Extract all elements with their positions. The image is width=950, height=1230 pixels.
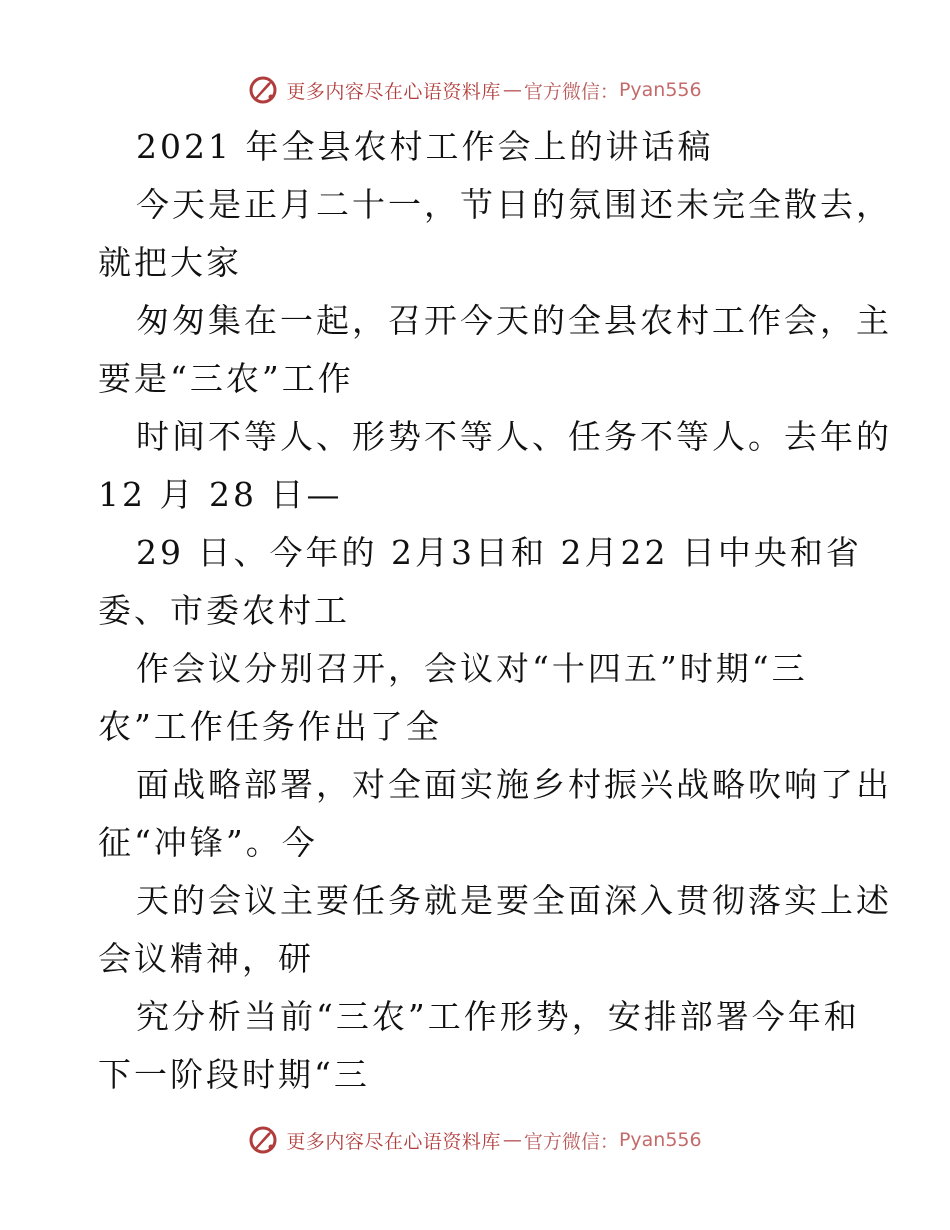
watermark-text: 更多内容尽在心语资料库	[286, 80, 501, 103]
paragraph-line: 农”工作任务作出了全	[98, 707, 442, 746]
paragraph-line: 作会议分别召开，会议对“十四五”时期“三	[136, 649, 808, 688]
paragraph-line: 征“冲锋”。今	[98, 823, 318, 862]
watermark-text: 更多内容尽在心语资料库	[286, 1130, 501, 1153]
header-watermark	[0, 70, 950, 110]
paragraph-line: 面战略部署，对全面实施乡村振兴战略吹响了出	[136, 765, 892, 804]
paragraph-line: 要是“三农”工作	[98, 359, 354, 398]
quill-pen-icon	[248, 1125, 278, 1155]
paragraph-line: 究分析当前“三农”工作形势，安排部署今年和	[136, 997, 860, 1036]
paragraph-line: 29 日、今年的 2月3日和 2月22 日中央和省	[136, 533, 862, 572]
paragraph-line: 12 月 28 日—	[98, 475, 343, 514]
paragraph-line: 就把大家	[98, 243, 242, 282]
paragraph-line: 会议精神，研	[98, 939, 314, 978]
paragraph-line: 下一阶段时期“三	[98, 1055, 370, 1094]
wechat-id: Pyan556	[618, 79, 702, 101]
wechat-label: 官方微信：	[523, 1130, 619, 1153]
wechat-label: 官方微信：	[523, 80, 619, 103]
paragraph-line: 委、市委农村工	[98, 591, 350, 630]
footer-watermark	[0, 1120, 950, 1160]
document-title: 2021 年全县农村工作会上的讲话稿	[136, 127, 714, 166]
paragraph-line: 匆匆集在一起，召开今天的全县农村工作会，主	[136, 301, 892, 340]
watermark-separator: —	[502, 79, 522, 101]
watermark-separator: —	[502, 1129, 522, 1151]
paragraph-line: 今天是正月二十一，节日的氛围还未完全散去，	[136, 185, 892, 224]
document-body	[98, 118, 892, 1104]
wechat-id: Pyan556	[618, 1129, 702, 1151]
quill-pen-icon	[248, 75, 278, 105]
paragraph-line: 时间不等人、形势不等人、任务不等人。去年的	[136, 417, 892, 456]
paragraph-line: 天的会议主要任务就是要全面深入贯彻落实上述	[136, 881, 892, 920]
